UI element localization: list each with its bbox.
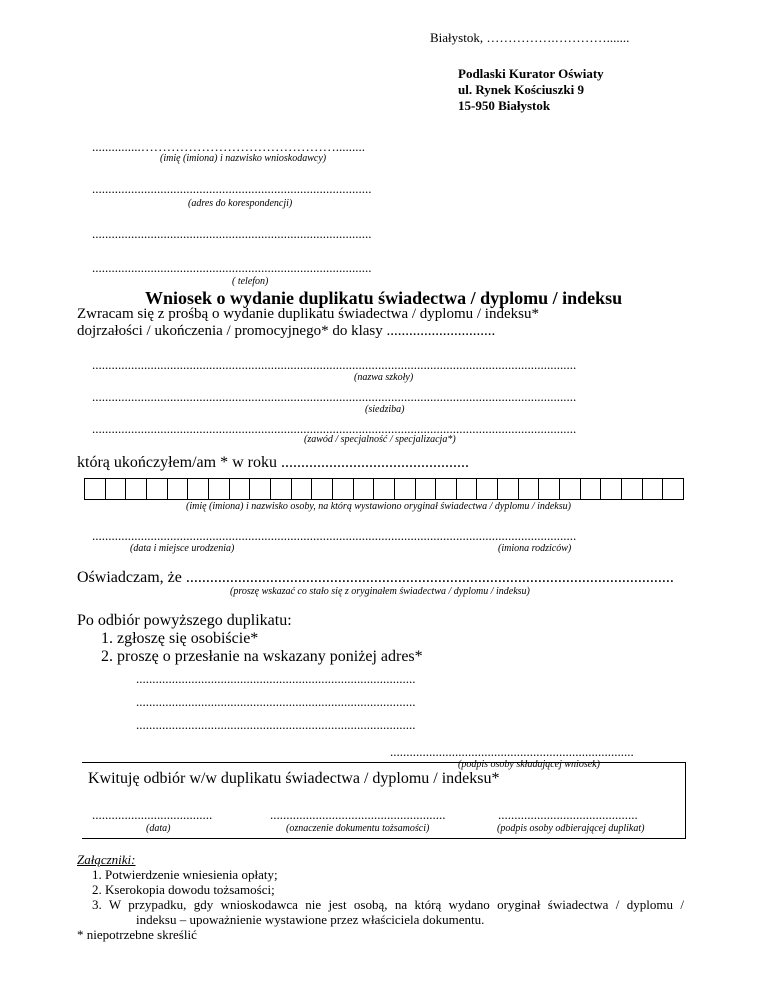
name-letter-cell[interactable] [498,479,519,499]
phone-field[interactable]: ...................................................................................... [92,260,372,275]
name-letter-cell[interactable] [601,479,622,499]
applicant-signature-field[interactable]: ........................................................................... [390,744,634,759]
name-letter-cell[interactable] [477,479,498,499]
parents-caption: (imiona rodziców) [498,543,572,554]
name-letter-cell[interactable] [106,479,127,499]
phone-caption: ( telefon) [232,276,269,287]
name-letter-grid[interactable] [84,478,684,500]
name-letter-cell[interactable] [622,479,643,499]
document-title: Wniosek o wydanie duplikatu świadectwa / dyplomu / indeksu [145,288,623,308]
intro-line-2[interactable]: dojrzałości / ukończenia / promocyjnego* do klasy ............................. [77,323,496,339]
recipient-line-2: ul. Rynek Kościuszki 9 [458,82,584,97]
pickup-option-personal[interactable]: 1. zgłoszę się osobiście* [101,630,259,647]
name-letter-cell[interactable] [126,479,147,499]
name-letter-cell[interactable] [312,479,333,499]
receipt-signature-field[interactable]: ........................................... [498,807,638,822]
attachment-item-3-cont: indeksu – upoważnienie wystawione przez właściciela dokumentu. [136,912,485,927]
footnote: * niepotrzebne skreślić [77,927,197,942]
name-letter-cell[interactable] [271,479,292,499]
name-letter-cell[interactable] [292,479,313,499]
receipt-title: Kwituję odbiór w/w duplikatu świadectwa / dyplomu / indeksu* [88,770,500,787]
name-letter-cell[interactable] [436,479,457,499]
mail-address-field-2[interactable]: ...................................................................................... [136,694,416,709]
profession-field[interactable]: ..................................................................................................................................................... [92,421,577,436]
name-letter-cell[interactable] [457,479,478,499]
school-name-caption: (nazwa szkoły) [354,372,414,383]
name-letter-cell[interactable] [519,479,540,499]
name-letter-cell[interactable] [168,479,189,499]
address-field-2[interactable]: ...................................................................................... [92,226,372,241]
mail-address-field-1[interactable]: ...................................................................................... [136,671,416,686]
mail-address-field-3[interactable]: ...................................................................................... [136,717,416,732]
name-letter-cell[interactable] [374,479,395,499]
address-caption: (adres do korespondencji) [188,198,293,209]
grid-caption: (imię (imiona) i nazwisko osoby, na którą wystawiono oryginał świadectwa / dyplomu / indeksu) [186,501,571,512]
recipient-line-1: Podlaski Kurator Oświaty [458,66,604,81]
receipt-id-field[interactable]: ...................................................... [270,807,446,822]
school-seat-field[interactable]: ..................................................................................................................................................... [92,389,577,404]
receipt-date-field[interactable]: ..................................... [92,807,213,822]
place-date-line[interactable]: Białystok, …………….…………....... [430,30,630,45]
name-letter-cell[interactable] [395,479,416,499]
name-letter-cell[interactable] [250,479,271,499]
receipt-id-caption: (oznaczenie dokumentu tożsamości) [286,823,430,834]
name-letter-cell[interactable] [539,479,560,499]
name-letter-cell[interactable] [581,479,602,499]
attachments-heading: Załączniki: [77,852,136,867]
graduation-year-field[interactable]: którą ukończyłem/am * w roku ............................................... [77,454,469,471]
name-letter-cell[interactable] [209,479,230,499]
attachment-item-2: 2. Kserokopia dowodu tożsamości; [92,882,275,897]
declaration-field[interactable]: Oświadczam, że .......................................................................................................................... [77,569,674,586]
address-field-1[interactable]: ...................................................................................... [92,181,372,196]
birth-caption: (data i miejsce urodzenia) [130,543,235,554]
receipt-signature-caption: (podpis osoby odbierającej duplikat) [497,823,645,834]
attachment-item-1: 1. Potwierdzenie wniesienia opłaty; [92,867,278,882]
name-letter-cell[interactable] [85,479,106,499]
profession-caption: (zawód / specjalność / specjalizacja*) [304,434,456,445]
school-seat-caption: (siedziba) [365,404,405,415]
receipt-date-caption: (data) [146,823,171,834]
school-name-field[interactable]: ..................................................................................................................................................... [92,357,577,372]
declaration-caption: (proszę wskazać co stało się z oryginałem świadectwa / dyplomu / indeksu) [230,586,530,597]
name-letter-cell[interactable] [643,479,664,499]
birth-parents-field[interactable]: ..................................................................................................................................................... [92,528,577,543]
name-letter-cell[interactable] [147,479,168,499]
name-letter-cell[interactable] [188,479,209,499]
name-letter-cell[interactable] [560,479,581,499]
recipient-line-3: 15-950 Białystok [458,98,551,113]
name-letter-cell[interactable] [333,479,354,499]
attachment-item-3: 3. W przypadku, gdy wnioskodawca nie jest osobą, na którą wydano oryginał świadectwa / dyplomu / [92,897,684,912]
pickup-heading: Po odbiór powyższego duplikatu: [77,612,292,629]
intro-line-1: Zwracam się z prośbą o wydanie duplikatu świadectwa / dyplomu / indeksu* [77,306,539,322]
applicant-name-field[interactable]: ...............………………………………………......... [92,139,365,154]
pickup-option-mail[interactable]: 2. proszę o przesłanie na wskazany poniżej adres* [101,648,423,665]
name-letter-cell[interactable] [663,479,684,499]
applicant-signature-caption: (podpis osoby składającej wniosek) [458,759,600,770]
name-letter-cell[interactable] [354,479,375,499]
applicant-name-caption: (imię (imiona) i nazwisko wnioskodawcy) [160,153,327,164]
name-letter-cell[interactable] [416,479,437,499]
name-letter-cell[interactable] [230,479,251,499]
